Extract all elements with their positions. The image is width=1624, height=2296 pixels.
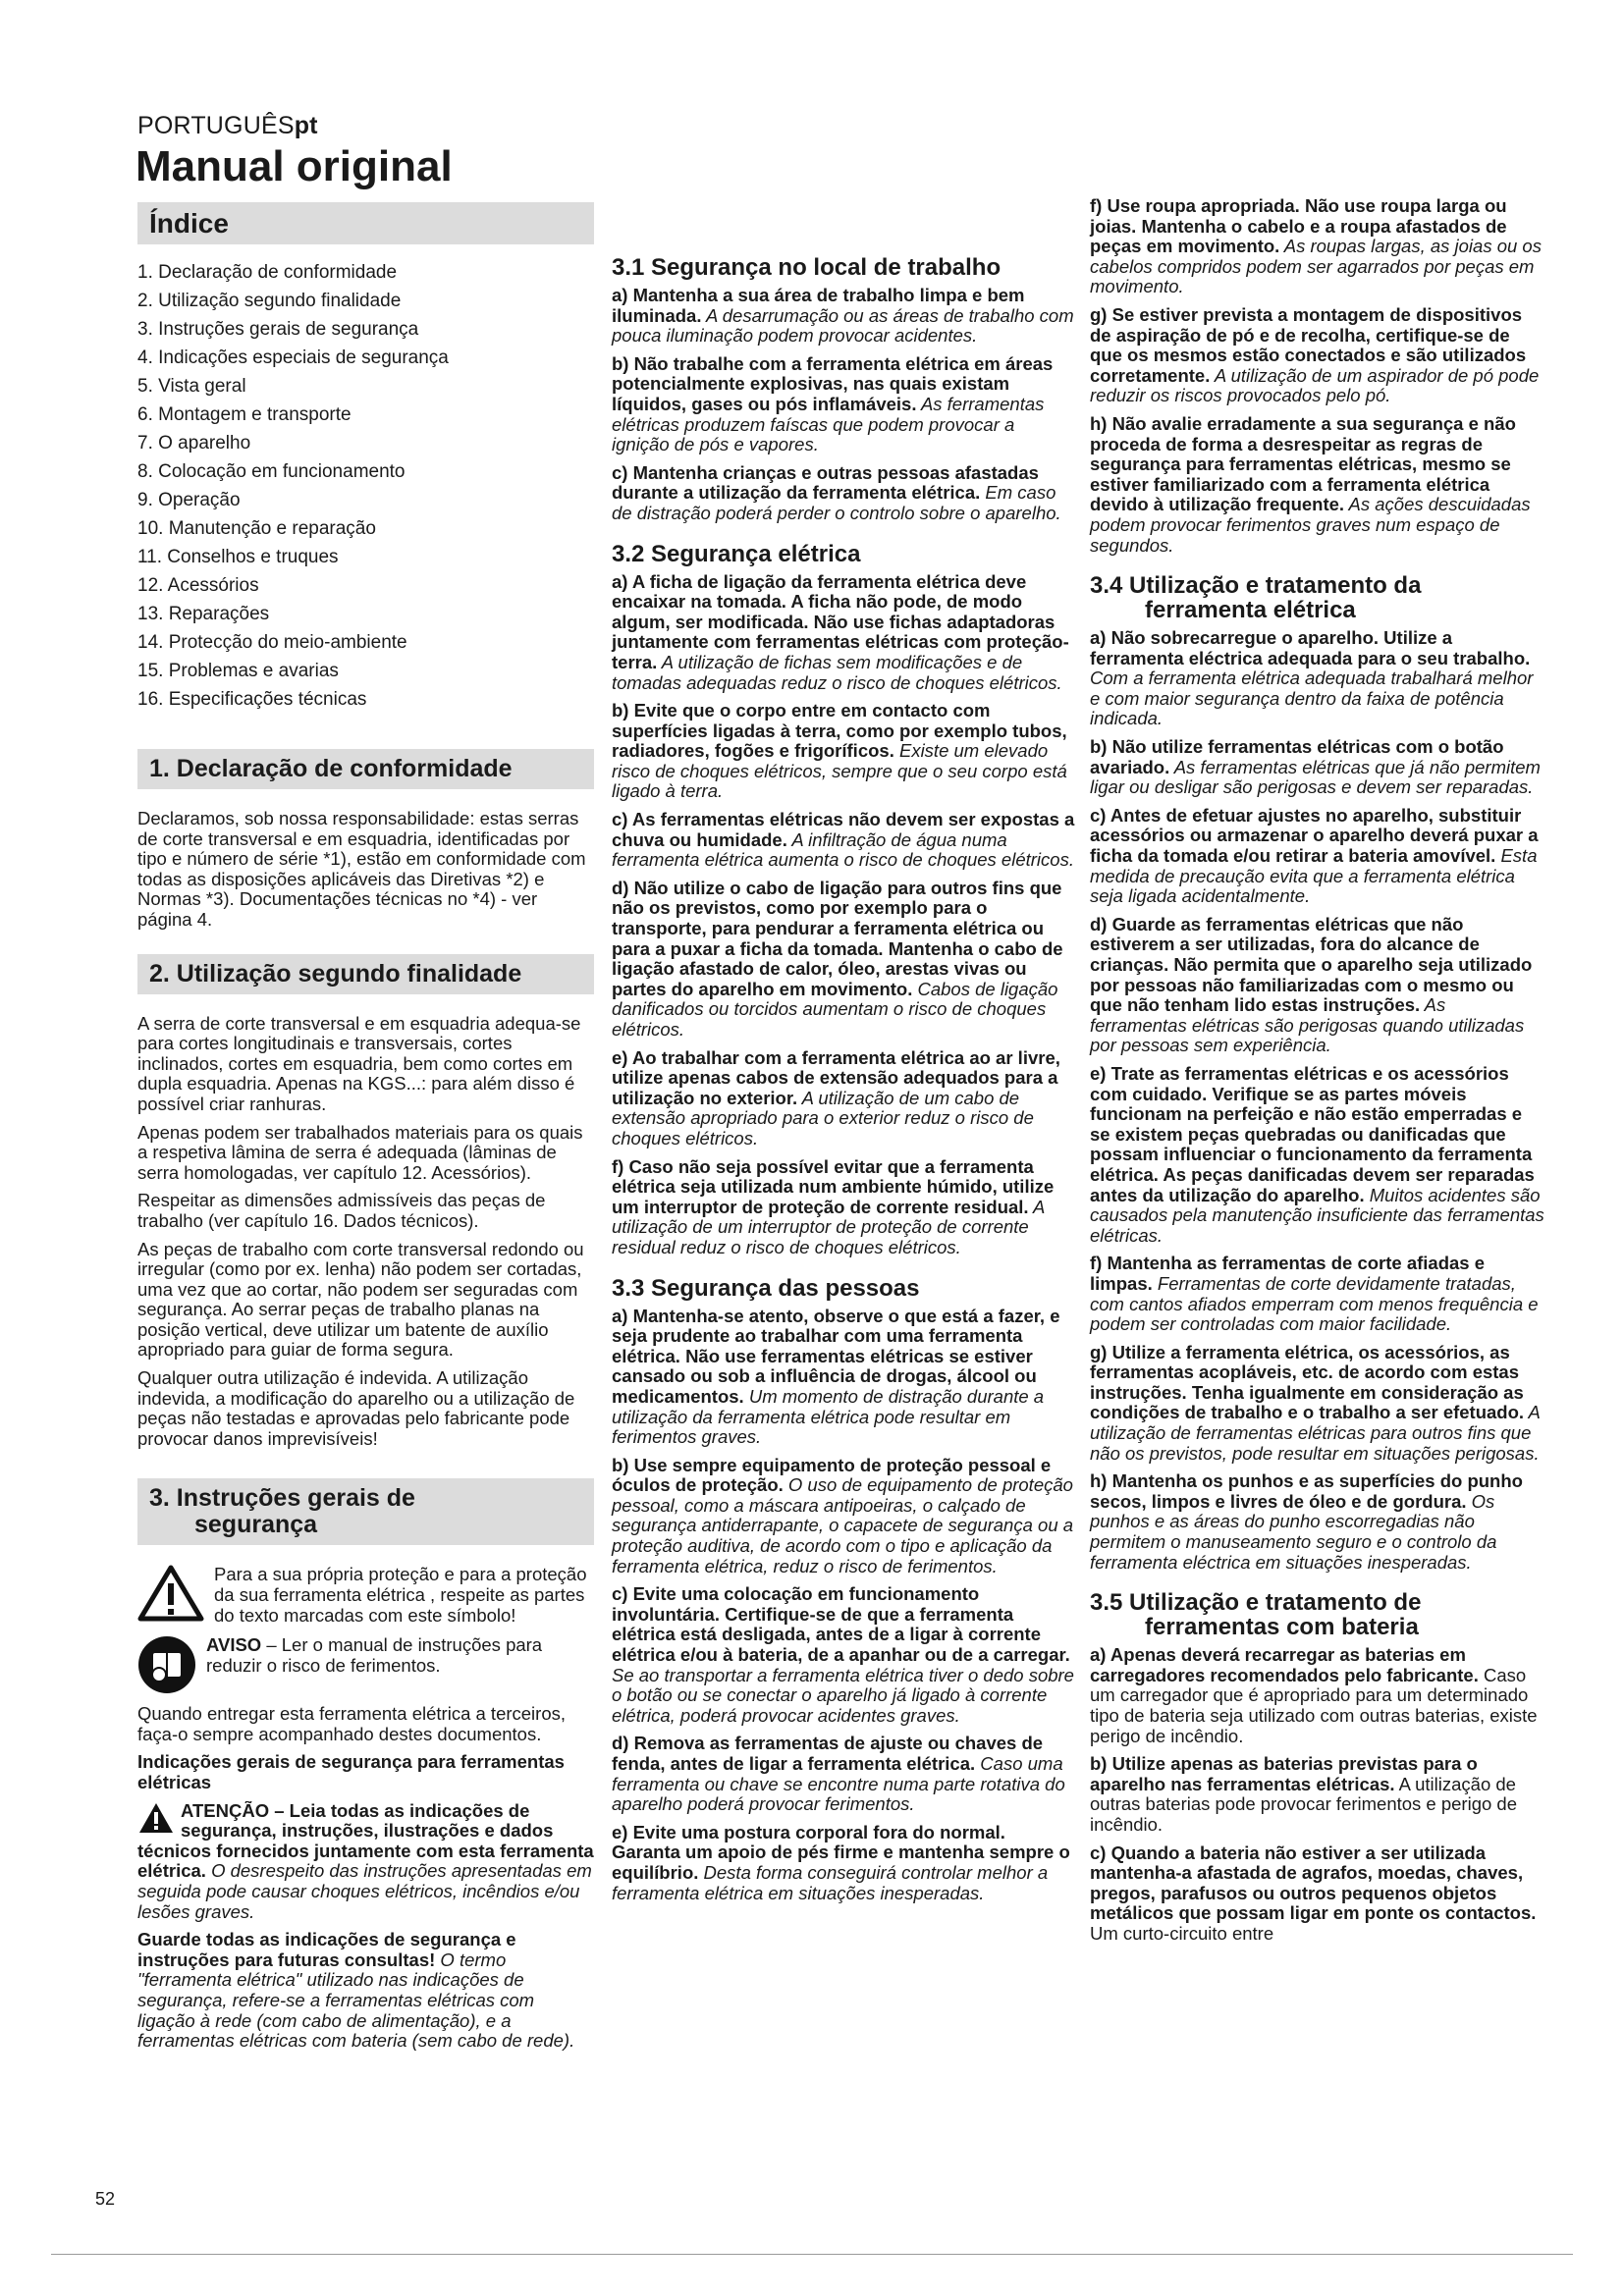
handover-text: Quando entregar esta ferramenta elétrica a terceiros, faça-o sempre acompanhado destes documentos.: [137, 1703, 567, 1744]
s32-c-italic: A infiltração de água numa ferramenta elétrica aumenta o risco de choques elétricos.: [612, 828, 1074, 871]
atencao-text: [137, 1801, 594, 1923]
s32-e: [612, 1048, 1075, 1149]
atencao-bold: ATENÇÃO – Leia todas as indicações de segurança, instruções, ilustrações e dados técnicos fornecidos juntamente com esta ferramenta elétrica.: [137, 1800, 594, 1882]
s34-d-bold: d) Guarde as ferramentas elétricas que não estiverem a ser utilizadas, fora do alcance de crianças. Não permita que o aparelho seja utilizado por pessoas não familiarizadas com o mesmo ou que não tenham lido estas instruções.: [1090, 913, 1533, 1016]
s32-a-bold: a) A ficha de ligação da ferramenta elétrica deve encaixar na tomada. A ficha não pode, de modo algum, ser modificada. Não use fichas adaptadoras juntamente com ferramentas elétricas com proteção-terra.: [612, 570, 1069, 672]
toc-item: 14. Protecção do meio-ambiente: [137, 632, 407, 653]
s34-c: [1090, 806, 1544, 907]
s34-c-italic: Esta medida de precaução evita que a ferramenta elétrica seja ligada acidentalmente.: [1090, 845, 1538, 907]
s33-f: [1090, 196, 1544, 297]
toc-item: 5. Vista geral: [137, 376, 246, 397]
s34-b: [1090, 737, 1544, 798]
s35-c-text: Um curto-circuito entre: [1090, 1922, 1274, 1944]
s35-b: [1090, 1754, 1544, 1835]
column-left: [137, 202, 594, 2059]
section-3-heading-line-2: segurança: [194, 1511, 318, 1539]
s31-b: [612, 354, 1075, 455]
read-manual-icon: [137, 1635, 196, 1694]
s32-d-bold: d) Não utilize o cabo de ligação para outros fins que não os previstos, como por exemplo para o transporte, para pendurar a ferramenta elétrica ou para a puxar a ficha da tomada. Mantenha o cabo de ligação afastado de calor, óleo, arestas vivas ou partes do aparelho em movimento.: [612, 877, 1063, 999]
s31-a: [612, 286, 1075, 347]
s31-a-bold: a) Mantenha a sua área de trabalho limpa e bem iluminada.: [612, 285, 1025, 326]
guarde-italic: O termo "ferramenta elétrica" utilizado nas indicações de segurança, refere-se a ferramentas elétricas com ligação à rede (com cabo de alimentação), e a ferramentas elétricas com bateria (sem cabo de rede).: [137, 1949, 575, 2052]
section-3-5-heading: [1090, 1590, 1544, 1639]
s32-f-bold: f) Caso não seja possível evitar que a ferramenta elétrica seja utilizada num ambiente húmido, utilize um interruptor de proteção de corrente residual.: [612, 1155, 1055, 1217]
s33-a: [612, 1307, 1075, 1448]
section-3-heading-line-1: 3. Instruções gerais de: [149, 1484, 415, 1513]
guarde-text: [137, 1930, 594, 2052]
s33-d: [612, 1734, 1075, 1814]
toc-heading: Índice: [137, 202, 594, 244]
s31-c: [612, 463, 1075, 524]
toc-item: 2. Utilização segundo finalidade: [137, 291, 402, 311]
s33-h-italic: As ações descuidadas podem provocar ferimentos graves num espaço de segundos.: [1090, 494, 1531, 556]
section-2-text-2: Apenas podem ser trabalhados materiais para os quais a respetiva lâmina de serra é adequada (lâminas de serra homologadas, ver capítulo 12. Acessórios).: [137, 1121, 583, 1183]
toc-item: 12. Acessórios: [137, 575, 259, 596]
toc-item: 10. Manutenção e reparação: [137, 518, 376, 539]
attention-triangle-icon: [137, 1801, 175, 1835]
s31-b-bold: b) Não trabalhe com a ferramenta elétrica em áreas potencialmente explosivas, nas quais existam líquidos, gases ou pós inflamáveis.: [612, 352, 1054, 414]
section-2-text-1: A serra de corte transversal e em esquadria adequa-se para cortes longitudinais e transversais, cortes inclinados, cortes em esquadria, bem como cortes em dupla esquadria. Apenas na KGS...: para além disso é possível criar ranhuras.: [137, 1012, 581, 1114]
s33-f-italic: As roupas largas, as joias ou os cabelos compridos podem ser agarrados por peças em movimento.: [1090, 236, 1542, 297]
column-middle: [612, 255, 1075, 1911]
s33-c-italic: Se ao transportar a ferramenta elétrica tiver o dedo sobre o botão ou se conectar o aparelho já ligado à corrente elétrica, poderá provocar acidentes graves.: [612, 1664, 1074, 1726]
s34-h-bold: h) Mantenha os punhos e as superfícies do punho secos, limpos e livres de óleo e de gordura.: [1090, 1470, 1523, 1512]
s34-f-italic: Ferramentas de corte devidamente tratadas, com cantos afiados emperram com menos frequência e podem ser controladas com maior facilidade.: [1090, 1272, 1539, 1335]
toc-item: 4. Indicações especiais de segurança: [137, 347, 449, 368]
s35-a-text: Caso um carregador que é apropriado para um determinado tipo de bateria seja utilizado com outras baterias, existe perigo de incêndio.: [1090, 1664, 1538, 1746]
section-3-2-heading: 3.2 Segurança elétrica: [612, 540, 861, 567]
toc-item: 8. Colocação em funcionamento: [137, 461, 406, 482]
s31-c-italic: Em caso de distração poderá perder o controlo sobre o aparelho.: [612, 482, 1061, 523]
s31-b-italic: As ferramentas elétricas produzem faíscas que podem provocar a ignição de pós e vapores.: [612, 393, 1045, 455]
page-number: 52: [95, 2189, 116, 2209]
language-label: [137, 112, 318, 140]
section-2-text-5: Qualquer outra utilização é indevida. A utilização indevida, a modificação do aparelho ou a utilização de peças não testadas e aprovadas pelo fabricante pode provocar danos imprevisíveis!: [137, 1367, 575, 1449]
s32-e-bold: e) Ao trabalhar com a ferramenta elétrica ao ar livre, utilize apenas cabos de extensão adequados para a utilização no exterior.: [612, 1046, 1060, 1108]
s34-g: [1090, 1343, 1544, 1465]
s34-f-bold: f) Mantenha as ferramentas de corte afiadas e limpas.: [1090, 1253, 1486, 1294]
section-3-5-heading-line-1: 3.5 Utilização e tratamento de: [1090, 1589, 1422, 1617]
footer-divider: [51, 2254, 1573, 2255]
toc-item: 9. Operação: [137, 490, 241, 510]
s33-e-bold: e) Evite uma postura corporal fora do normal. Garanta um apoio de pés firme e mantenha sempre o equilíbrio.: [612, 1821, 1070, 1883]
warning-block: [137, 1565, 594, 1626]
s33-g: [1090, 305, 1544, 406]
toc-item: 1. Declaração de conformidade: [137, 262, 398, 283]
section-1-text: Declaramos, sob nossa responsabilidade: estas serras de corte transversal e em esquadria, identificadas por tipo e número de série *1), estão em conformidade com todas as disposições aplicáveis das Diretivas *2) e Normas *3). Documentações técnicas no *4) - ver página 4.: [137, 808, 586, 930]
s34-c-bold: c) Antes de efetuar ajustes no aparelho, substituir acessórios ou armazenar o aparelho deverá puxar a ficha da tomada e/ou retirar a bateria amovível.: [1090, 804, 1539, 867]
s35-a-bold: a) Apenas deverá recarregar as baterias em carregadores recomendados pelo fabricante.: [1090, 1644, 1479, 1685]
general-safety-subheading: Indicações gerais de segurança para ferramentas elétricas: [137, 1751, 565, 1792]
s34-d-italic: As ferramentas elétricas são perigosas quando utilizadas por pessoas sem experiência.: [1090, 994, 1525, 1056]
section-3-4-heading-line-1: 3.4 Utilização e tratamento da: [1090, 572, 1422, 600]
s34-h: [1090, 1471, 1544, 1573]
s34-b-bold: b) Não utilize ferramentas elétricas com o botão avariado.: [1090, 736, 1504, 777]
s32-c: [612, 810, 1075, 871]
s34-b-italic: As ferramentas elétricas que já não permitem ligar ou desligar são perigosas e devem ser reparadas.: [1090, 756, 1541, 798]
s33-h: [1090, 414, 1544, 556]
warning-triangle-icon: [137, 1565, 204, 1622]
section-2-text-3: Respeitar as dimensões admissíveis das peças de trabalho (ver capítulo 16. Dados técnicos).: [137, 1190, 546, 1231]
s32-e-italic: A utilização de um cabo de extensão apropriado para o exterior reduz o risco de choques elétricos.: [612, 1087, 1034, 1148]
s34-d: [1090, 915, 1544, 1056]
page-title: Manual original: [135, 142, 453, 190]
s34-f: [1090, 1254, 1544, 1334]
column-right: [1090, 196, 1544, 1952]
section-3-1-heading: 3.1 Segurança no local de trabalho: [612, 254, 1001, 281]
aviso-body: – Ler o manual de instruções para reduzir o risco de ferimentos.: [206, 1635, 543, 1676]
section-2-text-4: As peças de trabalho com corte transversal redondo ou irregular (como por ex. lenha) não podem ser cortadas, uma vez que ao cortar, não podem ser seguradas com segurança. Ao serrar peças de trabalho planas na posição vertical, deve utilizar um batente de auxílio apropriado para guiar de forma segura.: [137, 1238, 584, 1361]
s32-a: [612, 572, 1075, 694]
s34-a-bold: a) Não sobrecarregue o aparelho. Utilize a ferramenta eléctrica adequada para o seu trabalho.: [1090, 627, 1531, 668]
toc-item: 16. Especificações técnicas: [137, 689, 367, 710]
s33-e: [612, 1823, 1075, 1903]
aviso-label: AVISO: [206, 1635, 262, 1656]
s34-a: [1090, 628, 1544, 729]
s34-a-italic: Com a ferramenta elétrica adequada trabalhará melhor e com maior segurança dentro da faixa de potência indicada.: [1090, 667, 1534, 729]
s35-c-bold: c) Quando a bateria não estiver a ser utilizada mantenha-a afastada de agrafos, moedas, chaves, pregos, parafusos ou outros pequenos objetos metálicos que possam ligar em ponte os contactos.: [1090, 1842, 1537, 1924]
aviso-text: [137, 1635, 594, 1676]
s33-a-italic: Um momento de distração durante a utilização da ferramenta elétrica pode resultar em ferimentos graves.: [612, 1385, 1045, 1448]
s33-a-bold: a) Mantenha-se atento, observe o que está a fazer, e seja prudente ao trabalhar com uma ferramenta elétrica. Não use ferramentas elétricas se estiver cansado ou sob a influência de drogas, álcool ou medicamentos.: [612, 1305, 1060, 1407]
s34-h-italic: Os punhos e as áreas do punho escorregadias não permitem o manuseamento seguro e o controlo da ferramenta eléctrica em situações inesperadas.: [1090, 1490, 1497, 1573]
toc-item: 11. Conselhos e truques: [137, 547, 339, 567]
s32-f-italic: A utilização de um interruptor de proteção de corrente residual reduz o risco de choques elétricos.: [612, 1196, 1045, 1257]
s33-e-italic: Desta forma conseguirá controlar melhor a ferramenta elétrica em situações inesperadas.: [612, 1861, 1049, 1903]
s32-c-bold: c) As ferramentas elétricas não devem ser expostas a chuva ou humidade.: [612, 809, 1075, 850]
s34-g-italic: A utilização de ferramentas elétricas para outros fins que não os previstos, pode resultar em situações perigosas.: [1090, 1402, 1541, 1464]
section-1-heading: 1. Declaração de conformidade: [137, 749, 594, 789]
toc-item: 3. Instruções gerais de segurança: [137, 319, 419, 340]
s32-a-italic: A utilização de fichas sem modificações e de tomadas adequadas reduz o risco de choques elétricos.: [612, 651, 1062, 693]
s33-g-italic: A utilização de um aspirador de pó pode reduzir os riscos provocados pelo pó.: [1090, 364, 1540, 406]
atencao-block: [137, 1801, 594, 1931]
s31-a-italic: A desarrumação ou as áreas de trabalho com pouca iluminação podem provocar acidentes.: [612, 304, 1074, 347]
section-3-4-heading-line-2: ferramenta elétrica: [1145, 597, 1356, 624]
language-code: pt: [294, 112, 318, 139]
s33-c: [612, 1584, 1075, 1726]
s33-h-bold: h) Não avalie erradamente a sua segurança e não proceda de forma a desrespeitar as regras de segurança para ferramentas elétricas, mesmo se estiver familiarizado com a ferramenta elétrica devido à utilização frequente.: [1090, 412, 1516, 515]
section-3-heading: [137, 1478, 594, 1545]
toc-list: [137, 258, 594, 714]
section-3-3-heading: 3.3 Segurança das pessoas: [612, 1274, 920, 1302]
s32-b-bold: b) Evite que o corpo entre em contacto com superfícies ligadas à terra, como por exemplo tubos, radiadores, fogões e frigoríficos.: [612, 700, 1067, 762]
s33-b-bold: b) Use sempre equipamento de proteção pessoal e óculos de proteção.: [612, 1454, 1052, 1496]
s33-f-bold: f) Use roupa apropriada. Não use roupa larga ou joias. Mantenha o cabelo e a roupa afastados de peças em movimento.: [1090, 195, 1507, 257]
s33-b: [612, 1456, 1075, 1577]
warning-text: Para a sua própria proteção e para a proteção da sua ferramenta elétrica , respeite as partes do texto marcadas com este símbolo!: [214, 1565, 587, 1626]
s34-e-bold: e) Trate as ferramentas elétricas e os acessórios com cuidado. Verifique se as partes móveis funcionam na perfeição e não estão emperradas e se existem peças quebradas ou danificadas que possam influenciar o funcionamento da ferramenta elétrica. As peças danificadas devem ser reparadas antes da utilização do aparelho.: [1090, 1062, 1535, 1205]
section-2-heading: 2. Utilização segundo finalidade: [137, 954, 594, 994]
s34-e: [1090, 1064, 1544, 1246]
s31-c-bold: c) Mantenha crianças e outras pessoas afastadas durante a utilização da ferramenta elétrica.: [612, 461, 1039, 504]
aviso-block: [137, 1635, 594, 1694]
section-3-4-heading: [1090, 573, 1544, 622]
s32-d-italic: Cabos de ligação danificados ou torcidos aumentam o risco de choques elétricos.: [612, 978, 1058, 1040]
s32-f: [612, 1157, 1075, 1258]
toc-item: 15. Problemas e avarias: [137, 661, 339, 681]
s34-e-italic: Muitos acidentes são causados pela manutenção insuficiente das ferramentas elétricas.: [1090, 1184, 1544, 1246]
atencao-italic: O desrespeito das instruções apresentadas em seguida pode causar choques elétricos, incêndios e/ou lesões graves.: [137, 1860, 592, 1922]
s33-d-italic: Caso uma ferramenta ou chave se encontre numa parte rotativa do aparelho poderá provocar ferimentos.: [612, 1753, 1065, 1815]
s34-g-bold: g) Utilize a ferramenta elétrica, os acessórios, as ferramentas acopláveis, etc. de acordo com estas instruções. Tenha igualmente em consideração as condições de trabalho e o trabalho a ser efetuado.: [1090, 1341, 1525, 1423]
toc-item: 6. Montagem e transporte: [137, 404, 352, 425]
language-name: PORTUGUÊS: [137, 112, 295, 139]
s33-g-bold: g) Se estiver prevista a montagem de dispositivos de aspiração de pó e de recolha, certifique-se de que os mesmos estão conectados e são utilizados corretamente.: [1090, 303, 1527, 386]
s35-c: [1090, 1843, 1544, 1945]
s32-b-italic: Existe um elevado risco de choques elétricos, sempre que o seu corpo está ligado à terra.: [612, 740, 1067, 802]
s35-b-text: A utilização de outras baterias pode provocar ferimentos e perigo de incêndio.: [1090, 1773, 1518, 1835]
s32-d: [612, 879, 1075, 1041]
s33-d-bold: d) Remova as ferramentas de ajuste ou chaves de fenda, antes de ligar a ferramenta elétrica.: [612, 1733, 1044, 1774]
s35-b-bold: b) Utilize apenas as baterias previstas para o aparelho nas ferramentas elétricas.: [1090, 1753, 1478, 1794]
section-3-5-heading-line-2: ferramentas com bateria: [1145, 1614, 1419, 1641]
toc-item: 13. Reparações: [137, 604, 270, 624]
s33-b-italic: O uso de equipamento de proteção pessoal, como a máscara antipoeiras, o calçado de segurança antiderrapante, o capacete de segurança ou a proteção auditiva, de acordo com o tipo e aplicação da ferramenta elétrica, reduz o risco de ferimentos.: [612, 1474, 1074, 1576]
s32-b: [612, 701, 1075, 802]
s35-a: [1090, 1645, 1544, 1746]
guarde-bold: Guarde todas as indicações de segurança e instruções para futuras consultas!: [137, 1929, 516, 1970]
s33-c-bold: c) Evite uma colocação em funcionamento involuntária. Certifique-se de que a ferramenta elétrica está desligada, antes de a ligar à corrente elétrica e/ou à bateria, de a apanhar ou de a carregar.: [612, 1583, 1070, 1666]
toc-item: 7. O aparelho: [137, 433, 251, 454]
